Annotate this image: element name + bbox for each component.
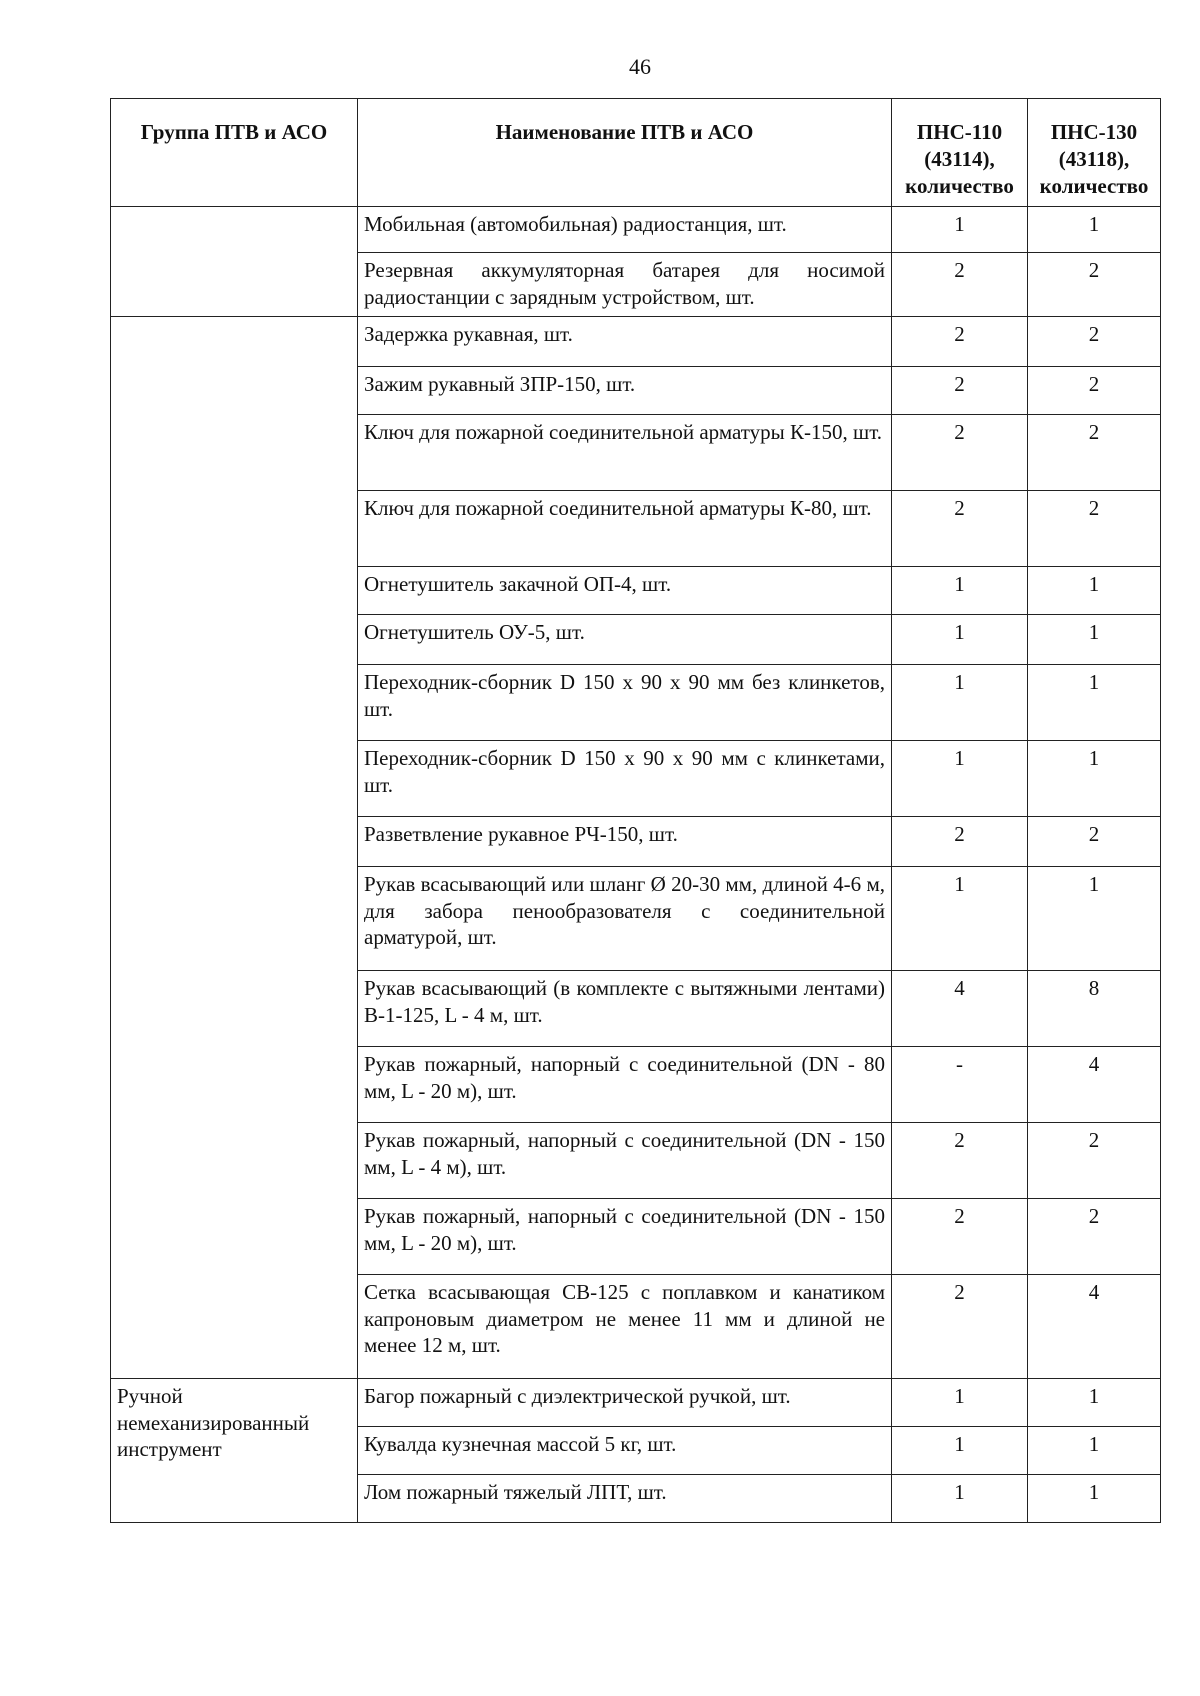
qty-pns130: 2: [1028, 316, 1161, 366]
item-name: Ключ для пожарной соединительной арматуры К-80, шт.: [358, 490, 892, 566]
item-name: Переходник-сборник D 150 х 90 х 90 мм без клинкетов, шт.: [358, 664, 892, 740]
qty-pns110: 1: [892, 866, 1028, 970]
qty-pns130: 1: [1028, 206, 1161, 252]
qty-pns110: 1: [892, 614, 1028, 664]
item-name: Кувалда кузнечная массой 5 кг, шт.: [358, 1426, 892, 1474]
group-cell: [111, 206, 358, 316]
qty-pns110: 1: [892, 566, 1028, 614]
item-name: Разветвление рукавное РЧ-150, шт.: [358, 816, 892, 866]
header-col1-line: ПНС-110: [916, 120, 1003, 144]
qty-pns110: 2: [892, 252, 1028, 316]
page-number: 46: [629, 54, 651, 79]
qty-pns130: 8: [1028, 970, 1161, 1046]
qty-pns110: 2: [892, 366, 1028, 414]
item-name: Переходник-сборник D 150 х 90 х 90 мм с клинкетами, шт.: [358, 740, 892, 816]
qty-pns110: -: [892, 1046, 1028, 1122]
item-name: Сетка всасывающая СВ-125 с поплавком и канатиком капроновым диаметром не менее 11 мм и длиной не менее 12 м, шт.: [358, 1274, 892, 1378]
qty-pns110: 2: [892, 414, 1028, 490]
qty-pns110: 1: [892, 1378, 1028, 1426]
qty-pns110: 1: [892, 664, 1028, 740]
qty-pns130: 1: [1028, 1426, 1161, 1474]
table-header-row: [111, 99, 1161, 207]
qty-pns130: 2: [1028, 366, 1161, 414]
qty-pns110: 1: [892, 1474, 1028, 1522]
item-name: Рукав всасывающий или шланг Ø 20-30 мм, длиной 4-6 м, для забора пенообразователя с соединительной арматурой, шт.: [358, 866, 892, 970]
qty-pns130: 1: [1028, 614, 1161, 664]
qty-pns110: 2: [892, 316, 1028, 366]
header-col1-line: (43114),: [924, 146, 995, 171]
item-name: Задержка рукавная, шт.: [358, 316, 892, 366]
qty-pns130: 1: [1028, 1378, 1161, 1426]
item-name: Резервная аккумуляторная батарея для носимой радиостанции с зарядным устройством, шт.: [358, 252, 892, 316]
table-row: [111, 316, 1161, 366]
header-col2-line: (43118),: [1058, 146, 1130, 171]
group-cell: Ручной немеханизированный инструмент: [111, 1378, 358, 1522]
qty-pns110: 4: [892, 970, 1028, 1046]
item-name: Ключ для пожарной соединительной арматуры К-150, шт.: [358, 414, 892, 490]
qty-pns130: 2: [1028, 414, 1161, 490]
qty-pns130: 1: [1028, 866, 1161, 970]
header-name: Наименование ПТВ и АСО: [358, 99, 892, 207]
item-name: Рукав пожарный, напорный с соединительной (DN - 150 мм, L - 4 м), шт.: [358, 1122, 892, 1198]
item-name: Зажим рукавный ЗПР-150, шт.: [358, 366, 892, 414]
qty-pns110: 2: [892, 816, 1028, 866]
item-name: Рукав всасывающий (в комплекте с вытяжными лентами) В-1-125, L - 4 м, шт.: [358, 970, 892, 1046]
qty-pns130: 2: [1028, 1122, 1161, 1198]
qty-pns130: 2: [1028, 1198, 1161, 1274]
qty-pns110: 2: [892, 1198, 1028, 1274]
qty-pns130: 4: [1028, 1046, 1161, 1122]
group-cell: [111, 316, 358, 1378]
qty-pns110: 1: [892, 206, 1028, 252]
qty-pns110: 2: [892, 1274, 1028, 1378]
item-name: Рукав пожарный, напорный с соединительной (DN - 80 мм, L - 20 м), шт.: [358, 1046, 892, 1122]
header-col2-line: ПНС-130: [1050, 120, 1138, 144]
table-row: [111, 206, 1161, 252]
qty-pns130: 1: [1028, 664, 1161, 740]
header-col1: [892, 99, 1028, 207]
item-name: Багор пожарный с диэлектрической ручкой, шт.: [358, 1378, 892, 1426]
item-name: Рукав пожарный, напорный с соединительной (DN - 150 мм, L - 20 м), шт.: [358, 1198, 892, 1274]
table-row: [111, 1378, 1161, 1426]
qty-pns110: 1: [892, 740, 1028, 816]
qty-pns130: 1: [1028, 1474, 1161, 1522]
item-name: Огнетушитель ОУ-5, шт.: [358, 614, 892, 664]
header-col1-line: количество: [905, 173, 1014, 198]
qty-pns130: 2: [1028, 252, 1161, 316]
qty-pns130: 2: [1028, 490, 1161, 566]
item-name: Лом пожарный тяжелый ЛПТ, шт.: [358, 1474, 892, 1522]
qty-pns110: 2: [892, 1122, 1028, 1198]
equipment-table: [110, 98, 1161, 1523]
qty-pns130: 4: [1028, 1274, 1161, 1378]
item-name: Мобильная (автомобильная) радиостанция, шт.: [358, 206, 892, 252]
header-group: Группа ПТВ и АСО: [111, 99, 358, 207]
qty-pns110: 2: [892, 490, 1028, 566]
item-name: Огнетушитель закачной ОП-4, шт.: [358, 566, 892, 614]
qty-pns130: 1: [1028, 740, 1161, 816]
qty-pns130: 1: [1028, 566, 1161, 614]
header-col2-line: количество: [1039, 173, 1149, 198]
header-col2: [1028, 99, 1161, 207]
qty-pns110: 1: [892, 1426, 1028, 1474]
qty-pns130: 2: [1028, 816, 1161, 866]
